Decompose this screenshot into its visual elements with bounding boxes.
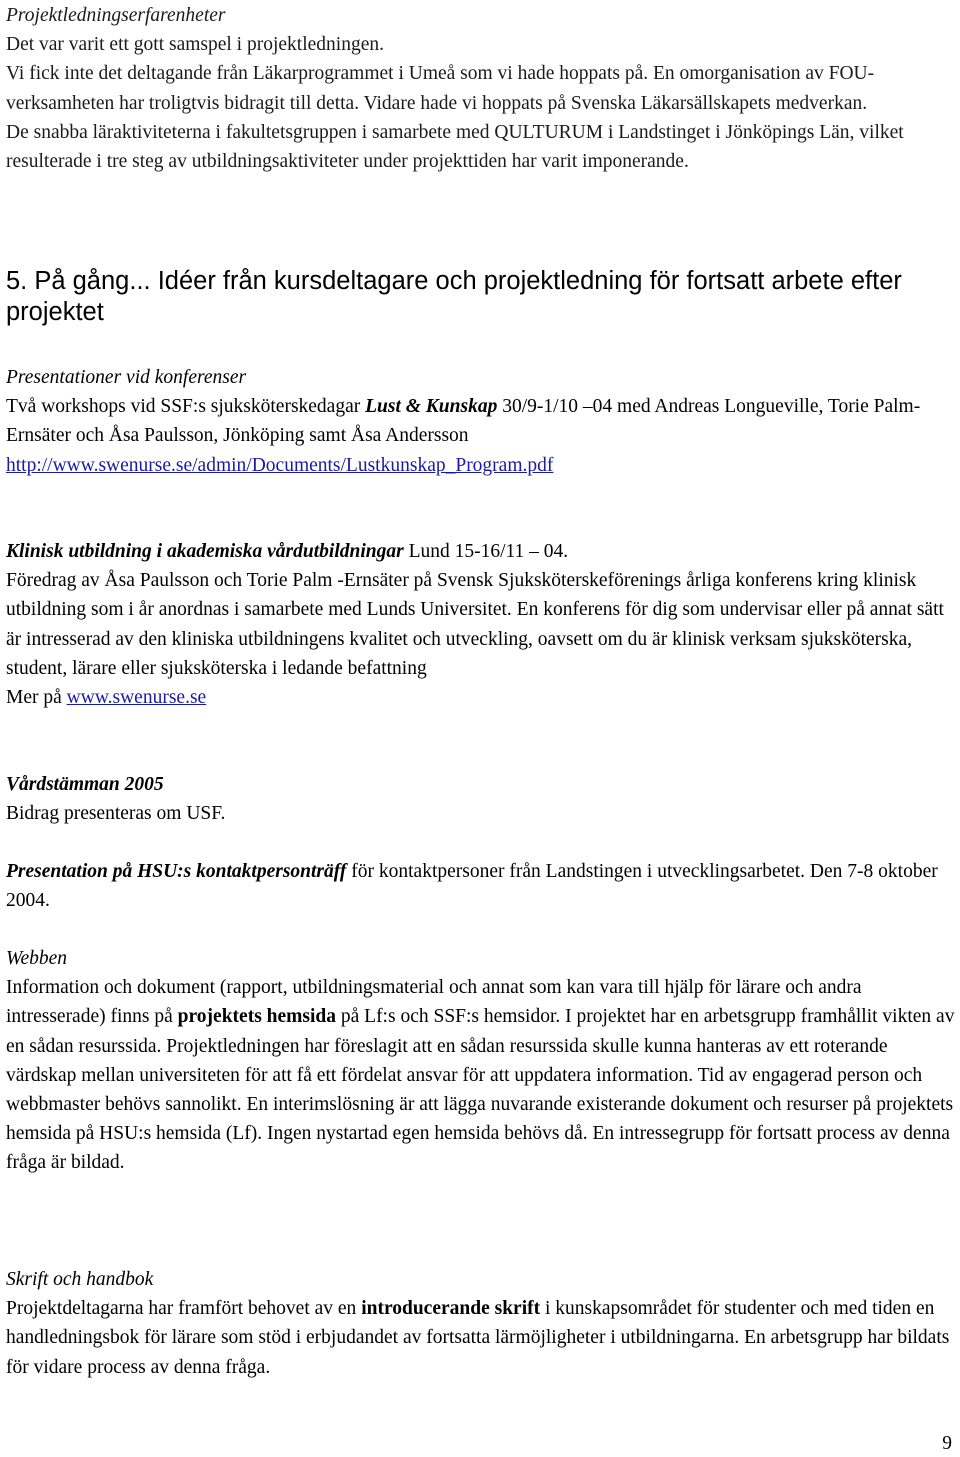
hsu-title: Presentation på HSU:s kontaktpersonträff [6, 861, 347, 882]
workshop-paragraph [6, 392, 958, 450]
experience-paragraph-1: Det var varit ett gott samspel i projektledningen. [6, 34, 384, 56]
webben-heading: Webben [6, 948, 68, 969]
klinisk-title-line [6, 537, 958, 566]
klinisk-more-label: Mer på [6, 687, 67, 709]
page-number: 9 [942, 1433, 952, 1454]
hsu-text: för kontaktpersoner från Landstingen i utvecklingsarbetet. Den 7-8 oktober 2004. [6, 861, 938, 912]
workshop-program-link[interactable]: http://www.swenurse.se/admin/Documents/Lustkunskap_Program.pdf [6, 454, 554, 476]
hsu-paragraph [6, 857, 958, 915]
klinisk-section [6, 537, 958, 712]
workshop-text-post: 30/9-1/10 –04 med Andreas Longueville, Torie Palm-Ernsäter och Åsa Paulsson, Jönköping samt Åsa Andersson [6, 396, 921, 447]
webben-text-post: på Lf:s och SSF:s hemsidor. I projektet har en arbetsgrupp framhållit vikten av en sådan resurssida. Projektledningen har föreslagit att en sådan resurssida skulle kunna hanteras av ett roterande värdskap mellan universiteten för att få ett fördelat ansvar för att uppdatera information. Tid av engagerad person och webbmaster behövs sannolikt. En interimslösning är att lägga nuvarande existerande dokument och resurser på projektets hemsida på HSU:s hemsida (Lf). Ingen nystartad egen hemsida behövs då. En intressegrupp för fortsatt process av denna fråga är bildad. [6, 1006, 955, 1174]
webben-text-bold: projektets hemsida [177, 1006, 336, 1028]
workshop-text-pre: Två workshops vid SSF:s sjuksköterskedagar [6, 396, 366, 418]
klinisk-text: Föredrag av Åsa Paulsson och Torie Palm -Ernsäter på Svensk Sjuksköterskeförenings årliga konferens kring klinisk utbildning som i år anordnas i samarbete med Lunds Universitet. En konferens för dig som undervisar eller på annat sätt är intresserad av den kliniska utbildningens kvalitet och utveckling, oavsett om du är klinisk verksam sjuksköterska, student, lärare eller sjuksköterska i ledande befattning [6, 570, 944, 679]
klinisk-title: Klinisk utbildning i akademiska vårdutbildningar [6, 541, 404, 562]
skrift-paragraph [6, 1294, 958, 1382]
experience-paragraph-3: De snabba läraktiviteterna i fakultetsgruppen i samarbete med QULTURUM i Landstinget i Jönköpings Län, vilket resulterade i tre steg av utbildningsaktiviteter under projekttiden har varit imponerande. [6, 121, 904, 173]
presentations-section [6, 363, 958, 480]
vardstamman-section [6, 770, 958, 828]
skrift-text-bold: introducerande skrift [361, 1298, 541, 1320]
skrift-text-post: i kunskapsområdet för studenter och med tiden en handledningsbok för lärare som stöd i erbjudandet av fortsatta lärmöjligheter i utbildningarna. En arbetsgrupp har bildats för vidare process av denna fråga. [6, 1298, 950, 1378]
hsu-section [6, 857, 958, 915]
section-5-heading: 5. På gång... Idéer från kursdeltagare och projektledning för fortsatt arbete efter projektet [6, 267, 902, 326]
presentations-heading: Presentationer vid konferenser [6, 367, 247, 388]
klinisk-title-date: Lund 15-16/11 – 04. [403, 541, 569, 562]
swenurse-link[interactable]: www.swenurse.se [66, 687, 207, 709]
webben-paragraph [6, 973, 958, 1177]
webben-text-pre: Information och dokument (rapport, utbildningsmaterial och annat som kan vara till hjälp för lärare och andra intresserade) finns på [6, 977, 862, 1028]
vardstamman-title: Vårdstämman 2005 [6, 774, 164, 795]
experience-paragraph-2: Vi fick inte det deltagande från Läkarprogrammet i Umeå som vi hade hoppats på. En omorganisation av FOU-verksamheten har troligtvis bidragit till detta. Vidare hade vi hoppats på Svenska Läkarsällskapets medverkan. [6, 63, 875, 114]
experience-section [6, 1, 958, 176]
workshop-title: Lust & Kunskap [365, 396, 498, 418]
skrift-heading: Skrift och handbok [6, 1269, 154, 1290]
webben-section [6, 944, 958, 1178]
vardstamman-text: Bidrag presenteras om USF. [6, 803, 226, 825]
experience-heading: Projektledningserfarenheter [6, 5, 226, 26]
skrift-text-pre: Projektdeltagarna har framfört behovet av en [6, 1298, 362, 1320]
skrift-section [6, 1265, 958, 1382]
klinisk-more [6, 683, 958, 712]
